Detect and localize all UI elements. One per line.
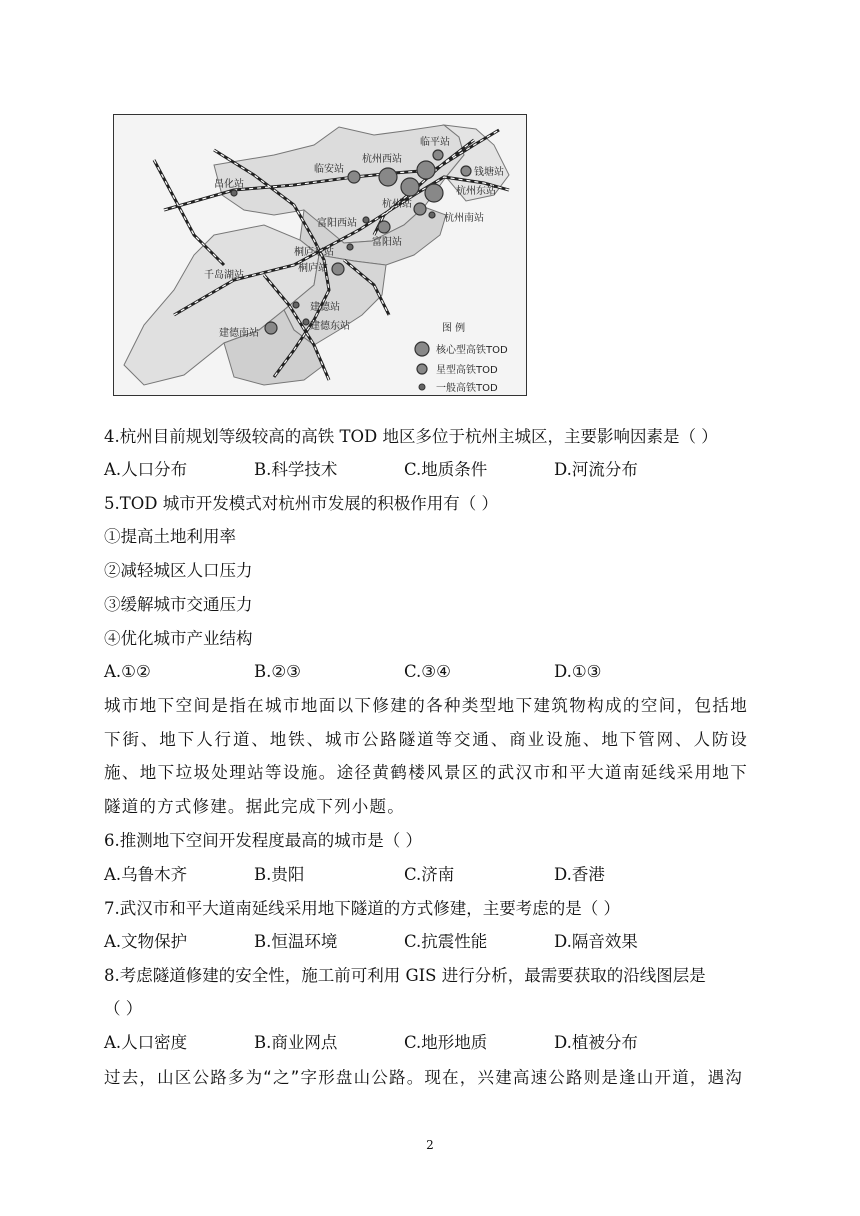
station-label: 富阳站 xyxy=(372,237,402,248)
station-marker-fuyang xyxy=(378,221,390,233)
station-marker-linping xyxy=(433,150,443,160)
station-marker-hangzhou xyxy=(414,203,426,215)
option-b[interactable]: B.商业网点 xyxy=(254,1033,338,1052)
station-label: 桐庐东站 xyxy=(294,247,334,258)
station-marker-hangzhouxi xyxy=(379,168,397,186)
station-label: 千岛湖站 xyxy=(204,270,244,281)
station-marker-linan xyxy=(348,171,360,183)
station-label: 临安站 xyxy=(314,164,344,175)
option-d[interactable]: D.隔音效果 xyxy=(554,932,638,951)
question-6-stem: 6.推测地下空间开发程度最高的城市是（ ） xyxy=(104,831,422,850)
reading-passage-2: 过去，山区公路多为“之”字形盘山公路。现在，兴建高速公路则是逢山开道，遇沟 xyxy=(104,1068,743,1087)
station-marker-changhua xyxy=(231,190,237,196)
option-a[interactable]: A.①② xyxy=(104,662,151,681)
option-b[interactable]: B.科学技术 xyxy=(254,460,338,479)
statement-item: ③缓解城市交通压力 xyxy=(104,595,253,614)
option-c[interactable]: C.地质条件 xyxy=(404,460,488,479)
station-marker-core2 xyxy=(401,178,419,196)
station-marker-fuyangxi xyxy=(363,217,369,223)
option-b[interactable]: B.恒温环境 xyxy=(254,932,338,951)
question-8-bracket: （ ） xyxy=(104,999,143,1018)
legend-general-icon xyxy=(419,384,425,390)
question-7-stem: 7.武汉市和平大道南延线采用地下隧道的方式修建，主要考虑的是（ ） xyxy=(104,899,620,918)
question-5-stem: 5.TOD 城市开发模式对杭州市发展的积极作用有（ ） xyxy=(104,494,498,513)
station-label: 临平站 xyxy=(420,137,450,148)
option-c[interactable]: C.抗震性能 xyxy=(404,932,488,951)
option-d[interactable]: D.香港 xyxy=(554,865,605,884)
legend-label: 一般高铁TOD xyxy=(436,383,498,394)
station-marker-jiande xyxy=(293,302,299,308)
station-marker-qiantang xyxy=(461,166,471,176)
option-c[interactable]: C.地形地质 xyxy=(404,1033,488,1052)
station-label: 杭州站 xyxy=(382,199,412,210)
statement-item: ②减轻城区人口压力 xyxy=(104,561,253,580)
option-a[interactable]: A.人口分布 xyxy=(104,460,188,479)
option-a[interactable]: A.人口密度 xyxy=(104,1033,188,1052)
legend-title: 图 例 xyxy=(442,323,466,334)
station-label: 富阳西站 xyxy=(317,218,357,229)
option-a[interactable]: A.文物保护 xyxy=(104,932,188,951)
station-marker-core xyxy=(417,161,435,179)
station-label: 建德站 xyxy=(310,302,340,313)
legend-core-icon xyxy=(415,342,429,356)
legend-star-icon xyxy=(417,364,427,374)
station-marker-hangzhounan xyxy=(429,212,435,218)
statement-item: ①提高土地利用率 xyxy=(104,527,236,546)
map-graphic xyxy=(114,115,526,395)
option-b[interactable]: B.贵阳 xyxy=(254,865,305,884)
legend-label: 核心型高铁TOD xyxy=(436,345,508,356)
station-marker-tongludong xyxy=(347,244,353,250)
page-number: 2 xyxy=(426,1138,434,1152)
option-d[interactable]: D.河流分布 xyxy=(554,460,638,479)
station-label: 桐庐站 xyxy=(298,263,328,274)
station-label: 杭州南站 xyxy=(444,213,484,224)
station-marker-jiandedong xyxy=(303,319,309,325)
station-marker-jiandenan xyxy=(265,322,277,334)
station-label: 昌化站 xyxy=(214,179,244,190)
legend-label: 星型高铁TOD xyxy=(436,365,498,376)
option-b[interactable]: B.②③ xyxy=(254,662,301,681)
station-label: 杭州东站 xyxy=(456,186,496,197)
option-c[interactable]: C.济南 xyxy=(404,865,455,884)
station-marker-tonglu xyxy=(332,263,344,275)
station-label: 建德南站 xyxy=(219,328,259,339)
question-8-stem: 8.考虑隧道修建的安全性，施工前可利用 GIS 进行分析，最需要获取的沿线图层是 xyxy=(104,966,706,985)
option-d[interactable]: D.植被分布 xyxy=(554,1033,638,1052)
station-marker-hangzhoudong xyxy=(425,184,443,202)
option-d[interactable]: D.①③ xyxy=(554,662,602,681)
option-a[interactable]: A.乌鲁木齐 xyxy=(104,865,188,884)
station-label: 钱塘站 xyxy=(474,167,504,178)
tod-map xyxy=(113,114,527,396)
station-label: 建德东站 xyxy=(310,321,350,332)
option-c[interactable]: C.③④ xyxy=(404,662,451,681)
station-label: 杭州西站 xyxy=(362,154,402,165)
map-legend xyxy=(415,321,508,394)
reading-passage: 城市地下空间是指在城市地面以下修建的各种类型地下建筑物构成的空间，包括地下街、地下人行道、地铁、城市公路隧道等交通、商业设施、地下管网、人防设施、地下垃圾处理站等设施。途径黄鹤楼风景区的武汉市和平大道南延线采用地下隧道的方式修建。据此完成下列小题。 xyxy=(104,696,748,816)
question-4-stem: 4.杭州目前规划等级较高的高铁 TOD 地区多位于杭州主城区，主要影响因素是（ ） xyxy=(104,427,718,446)
statement-item: ④优化城市产业结构 xyxy=(104,629,253,648)
